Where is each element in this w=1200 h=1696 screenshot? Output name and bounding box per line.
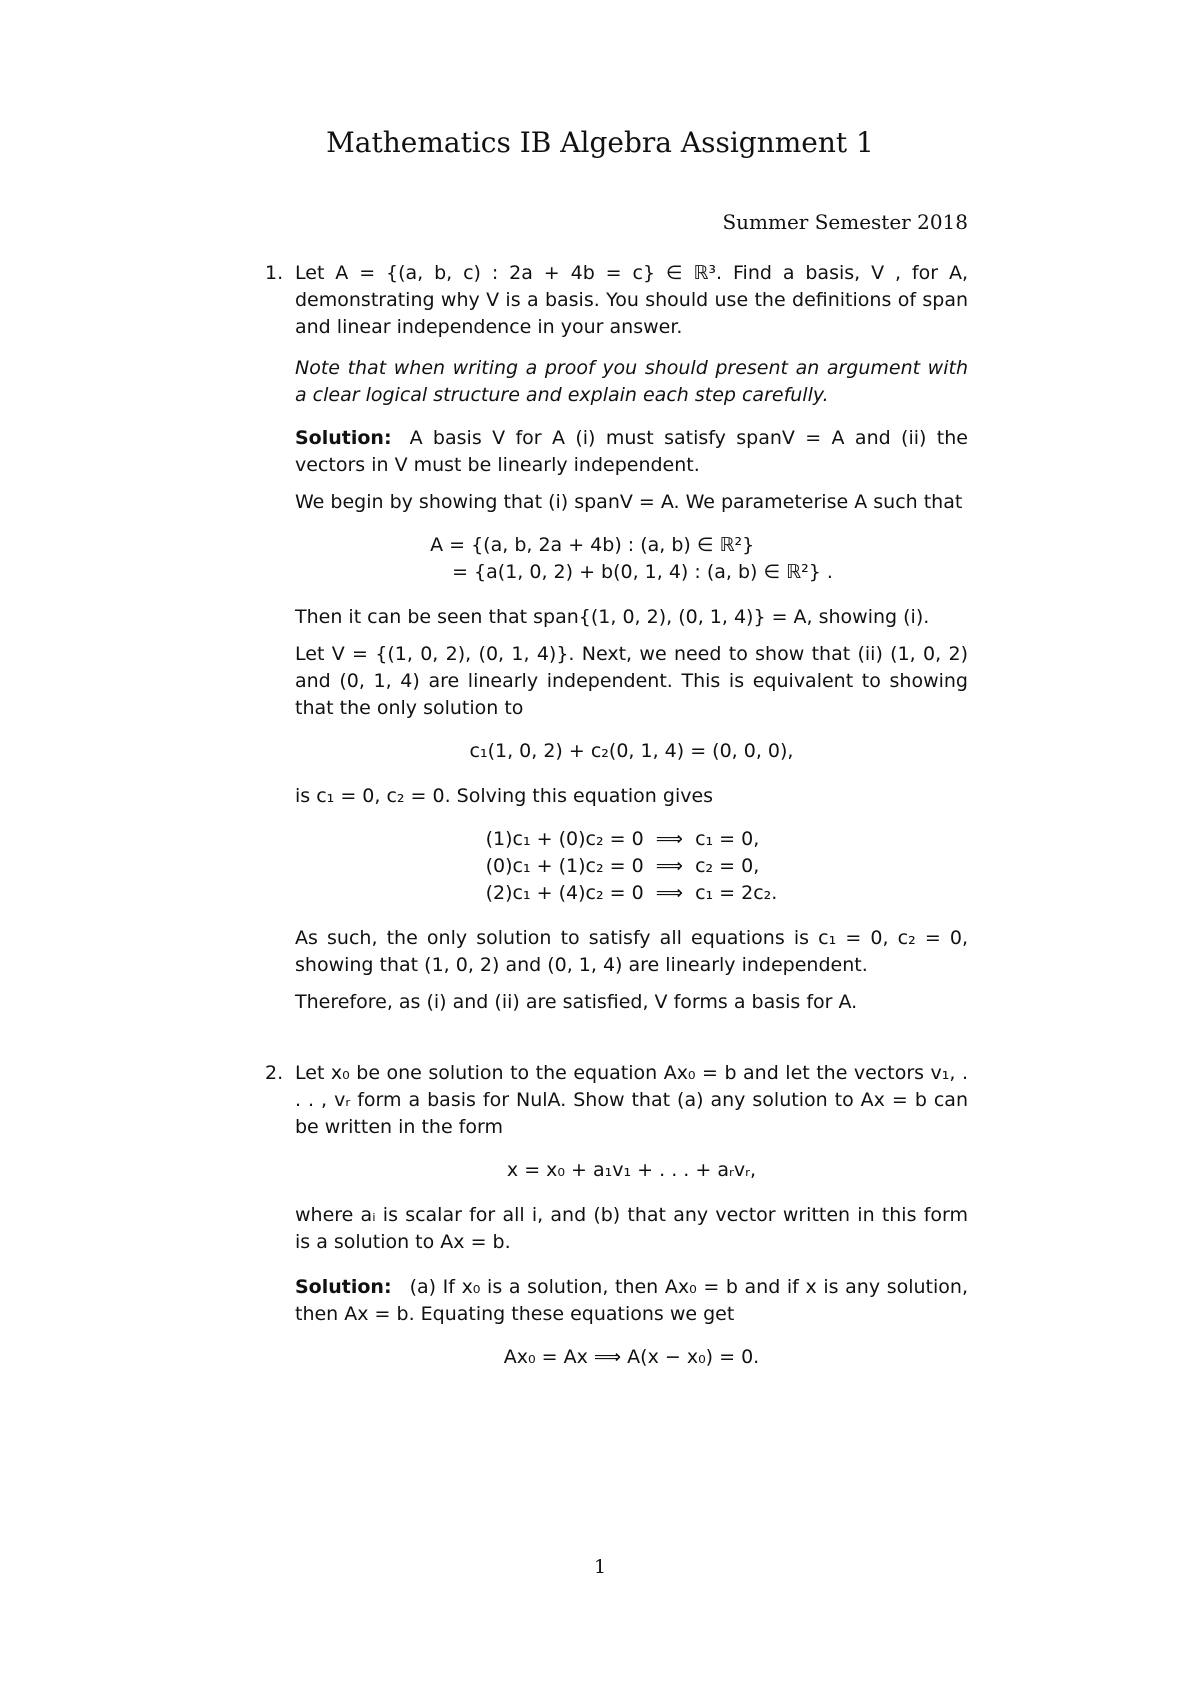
equation-line: (0)c₁ + (1)c₂ = 0 ⟹ c₂ = 0, <box>485 855 760 877</box>
equation-line: (1)c₁ + (0)c₂ = 0 ⟹ c₁ = 0, <box>485 828 760 850</box>
document-title: Mathematics IB Algebra Assignment 1 <box>326 126 874 159</box>
solution-1-para1: We begin by showing that (i) spanV = A. We parameterise A such that <box>295 491 963 513</box>
equation-difference: Ax₀ = Ax ⟹ A(x − x₀) = 0. <box>503 1346 760 1368</box>
question-1-note: Note that when writing a proof you should present an argument with a clear logical structure and explain each step carefully. <box>295 357 968 406</box>
solution-1-intro: A basis V for A (i) must satisfy spanV = A and (ii) the vectors in V must be linearly independent. <box>295 427 968 476</box>
question-2-para1: where aᵢ is scalar for all i, and (b) that any vector written in this form is a solution to Ax = b. <box>295 1204 968 1253</box>
page-number: 1 <box>593 1556 607 1578</box>
equation-system <box>295 826 968 907</box>
equation-line: = {a(1, 0, 2) + b(0, 1, 4) : (a, b) ∈ ℝ²} . <box>452 561 833 583</box>
solution-1-intro-paragraph <box>295 425 968 479</box>
question-2 <box>265 1060 968 1371</box>
document-body <box>265 260 968 1389</box>
solution-label: Solution: <box>295 427 392 449</box>
equation-line: A = {(a, b, 2a + 4b) : (a, b) ∈ ℝ²} <box>430 534 755 556</box>
solution-1-para4: is c₁ = 0, c₂ = 0. Solving this equation gives <box>295 785 714 807</box>
solution-1-para2: Then it can be seen that span{(1, 0, 2), (0, 1, 4)} = A, showing (i). <box>295 606 930 628</box>
equation-linear-combination: c₁(1, 0, 2) + c₂(0, 1, 4) = (0, 0, 0), <box>469 740 794 762</box>
equation-line: (2)c₁ + (4)c₂ = 0 ⟹ c₁ = 2c₂. <box>485 882 778 904</box>
solution-1-para3: Let V = {(1, 0, 2), (0, 1, 4)}. Next, we need to show that (ii) (1, 0, 2) and (0, 1, 4) are linearly independent. This is equivalent to showing that the only solution to <box>295 643 968 719</box>
question-number: 2. <box>265 1062 284 1084</box>
solution-1-para6: Therefore, as (i) and (ii) are satisfied, V forms a basis for A. <box>295 991 858 1013</box>
equation-parameterisation <box>295 532 968 586</box>
semester-label: Summer Semester 2018 <box>722 210 968 234</box>
equation-general-solution: x = x₀ + a₁v₁ + . . . + aᵣvᵣ, <box>506 1159 757 1181</box>
solution-label: Solution: <box>295 1276 392 1298</box>
solution-2-paragraph <box>295 1274 968 1328</box>
question-number: 1. <box>265 262 284 284</box>
question-1 <box>265 260 968 1016</box>
question-2-prompt: Let x₀ be one solution to the equation Ax₀ = b and let the vectors v₁, . . . , vᵣ form a basis for NulA. Show that (a) any solution to Ax = b can be written in the form <box>295 1062 968 1138</box>
solution-1-para5: As such, the only solution to satisfy all equations is c₁ = 0, c₂ = 0, showing that (1, 0, 2) and (0, 1, 4) are linearly independent. <box>295 927 968 976</box>
question-1-prompt: Let A = {(a, b, c) : 2a + 4b = c} ∈ ℝ³. Find a basis, V , for A, demonstrating why V is a basis. You should use the definitions of span and linear independence in your answer. <box>295 262 968 338</box>
solution-2-text: (a) If x₀ is a solution, then Ax₀ = b and if x is any solution, then Ax = b. Equating these equations we get <box>295 1276 968 1325</box>
